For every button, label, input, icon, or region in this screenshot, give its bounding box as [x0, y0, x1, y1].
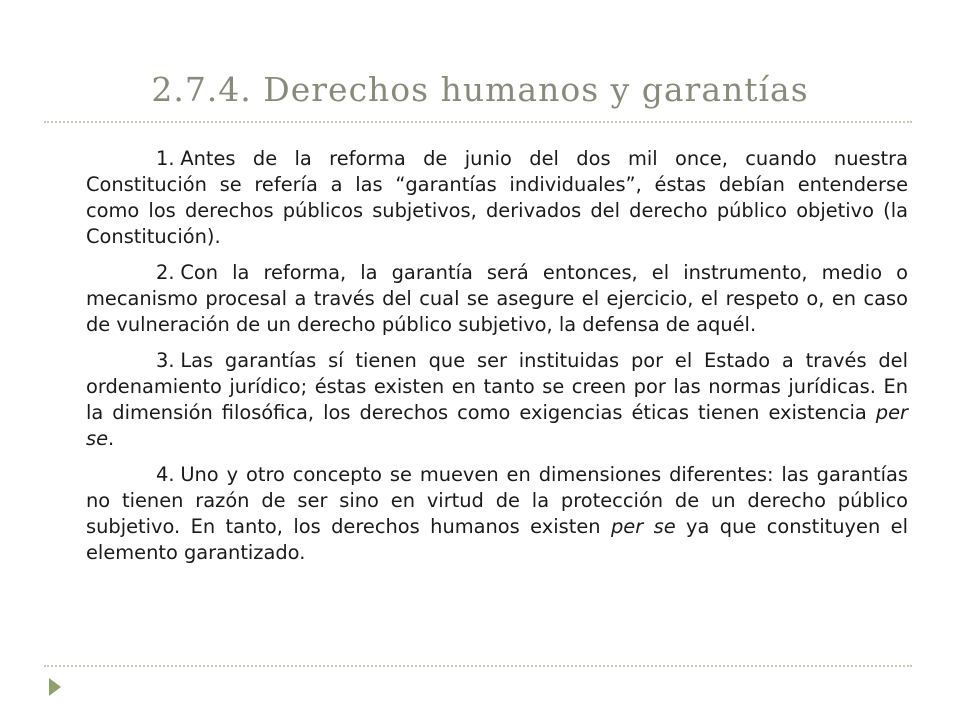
paragraph-text: Con la reforma, la garantía será entonces, el instrumento, medio o mecanismo procesal a través del cual se asegure el ejercicio, el respeto o, en caso de vulneración de un derecho público subjetivo, la defensa de aquél.	[86, 261, 908, 336]
paragraph-3	[86, 348, 908, 452]
italic-term: per se	[610, 515, 676, 538]
play-arrow-icon[interactable]	[49, 678, 61, 696]
paragraph-4	[86, 462, 908, 566]
slide-body	[86, 146, 908, 576]
paragraph-number: 1.	[156, 147, 175, 170]
paragraph-number: 3.	[156, 349, 175, 372]
paragraph-number: 2.	[156, 261, 175, 284]
paragraph-1	[86, 146, 908, 250]
italic-term: per se	[86, 401, 908, 450]
paragraph-text: Las garantías sí tienen que ser instituidas por el Estado a través del ordenamiento jurídico; éstas existen en tanto se creen por las normas jurídicas. En la dimensión filosófica, los derechos como exigencias éticas tienen existencia	[86, 349, 908, 424]
title-divider	[44, 121, 912, 123]
paragraph-2	[86, 260, 908, 338]
paragraph-text-end: ya que constituyen el elemento garantizado.	[86, 515, 908, 564]
paragraph-text: Uno y otro concepto se mueven en dimensiones diferentes: las garantías no tienen razón de ser sino en virtud de la protección de un derecho público subjetivo. En tanto, los derechos humanos existen	[86, 463, 908, 538]
paragraph-number: 4.	[156, 463, 175, 486]
paragraph-text: Antes de la reforma de junio del dos mil once, cuando nuestra Constitución se refería a las “garantías individuales”, éstas debían entenderse como los derechos públicos subjetivos, derivados del derecho público objetivo (la Constitución).	[86, 147, 908, 248]
paragraph-text-end: .	[108, 427, 115, 450]
footer-divider	[44, 665, 912, 667]
slide-title: 2.7.4. Derechos humanos y garantías	[151, 70, 809, 109]
